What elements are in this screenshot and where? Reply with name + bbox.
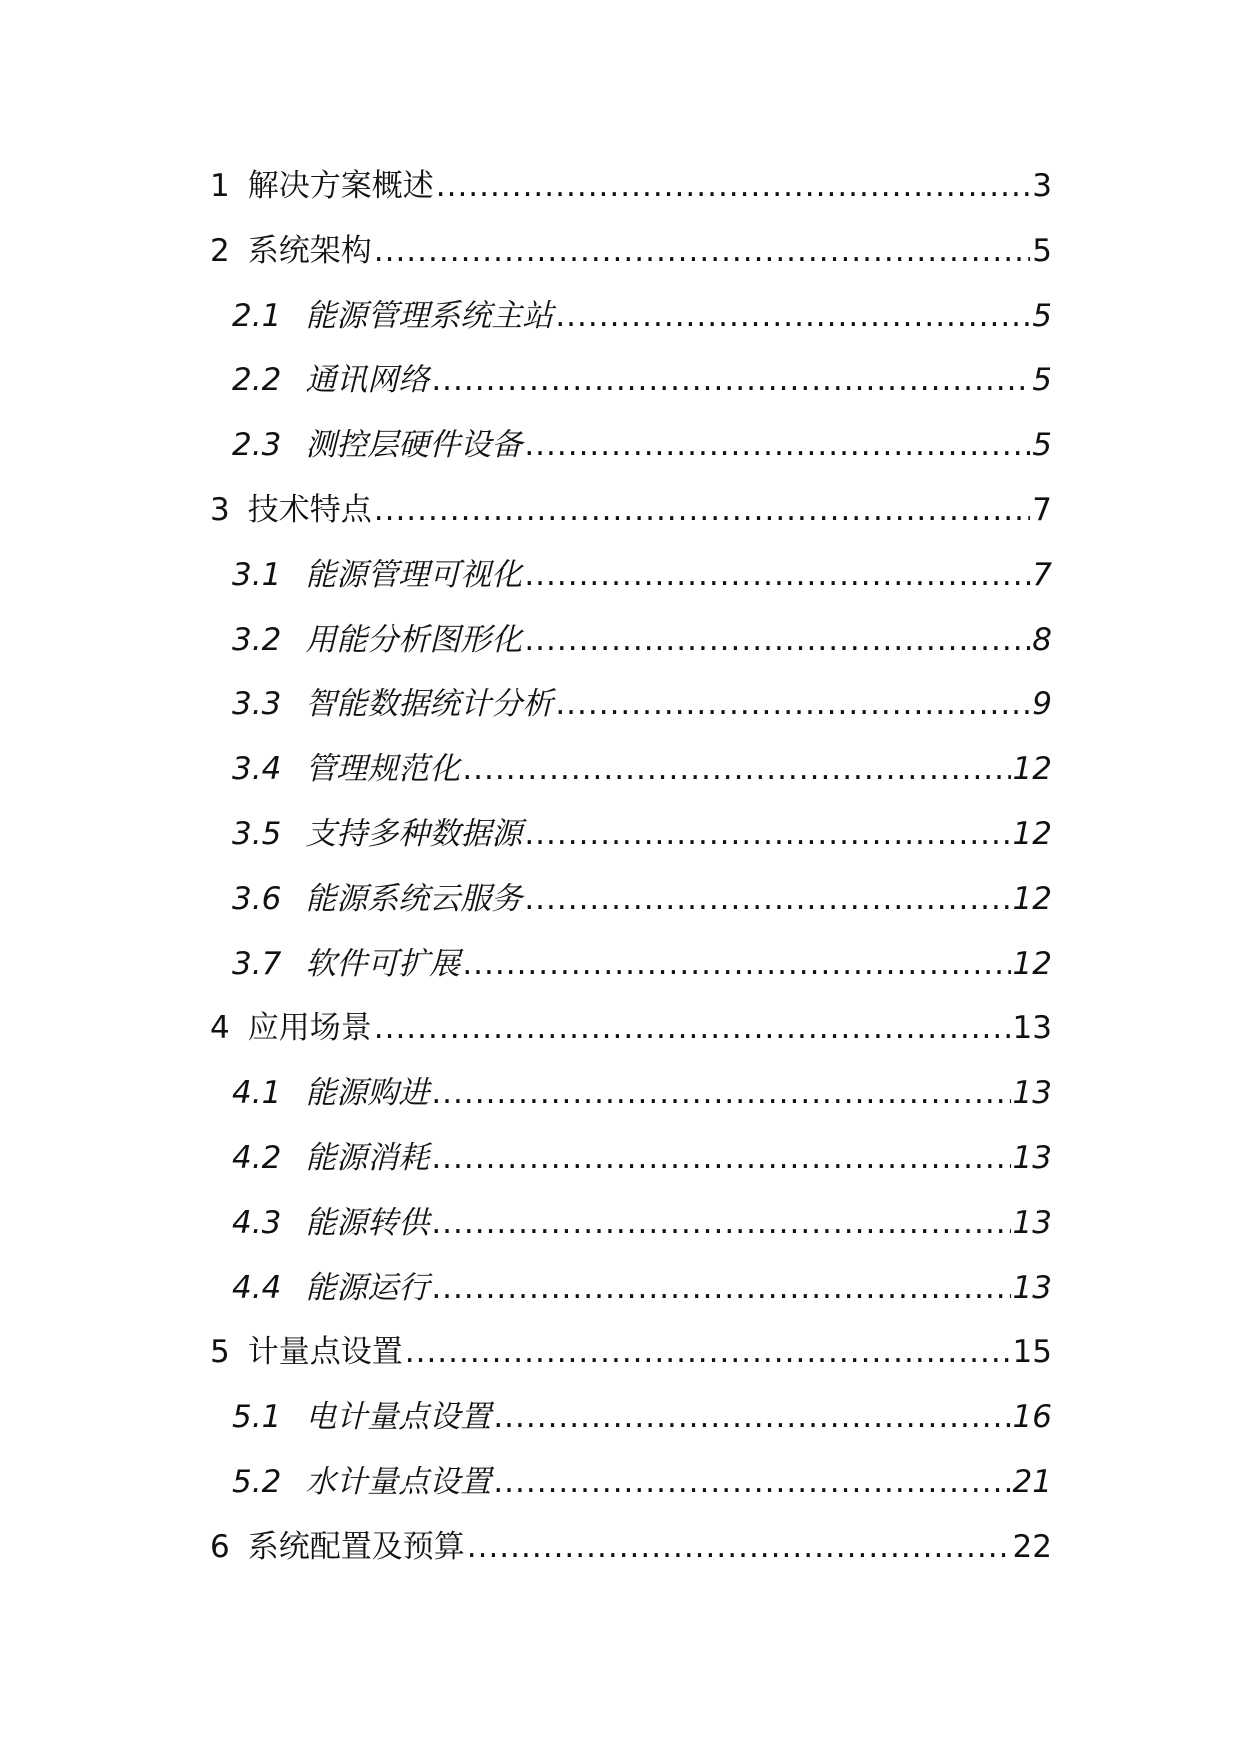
toc-entry-title: 系统架构 [247, 232, 372, 269]
dot-leader [431, 348, 1030, 413]
dot-leader [555, 672, 1030, 737]
toc-entry-page: 8 [1032, 621, 1052, 658]
toc-entry-title: 能源系统云服务 [305, 880, 523, 917]
toc-entry-number: 5 [210, 1334, 230, 1371]
toc-entry-number: 3 [210, 491, 230, 528]
toc-subentry[interactable] [210, 672, 1052, 737]
dot-leader [462, 932, 1010, 997]
dot-leader [462, 737, 1010, 802]
toc-entry-title: 能源管理可视化 [305, 556, 523, 593]
toc-subentry[interactable] [210, 284, 1052, 349]
toc-subentry[interactable] [210, 932, 1052, 997]
toc-entry-number: 3.1 [232, 556, 282, 593]
toc-entry-number: 3.7 [232, 945, 282, 982]
dot-leader [524, 413, 1030, 478]
dot-leader [431, 1191, 1010, 1256]
toc-entry-page: 7 [1032, 556, 1052, 593]
toc-entry-number: 2.1 [232, 297, 282, 334]
toc-entry-title: 应用场景 [247, 1010, 372, 1047]
toc-entry-page: 13 [1012, 1075, 1052, 1112]
toc-entry[interactable] [210, 478, 1052, 543]
dot-leader [405, 1320, 1011, 1385]
toc-entry-number: 4.1 [232, 1075, 282, 1112]
dot-leader [374, 478, 1031, 543]
toc-entry-title: 水计量点设置 [305, 1463, 492, 1500]
dot-leader [467, 1515, 1011, 1580]
toc-entry-number: 4.4 [232, 1269, 282, 1306]
toc-entry-page: 12 [1012, 751, 1052, 788]
toc-entry-number: 3.5 [232, 815, 282, 852]
toc-entry-number: 1 [210, 168, 230, 204]
toc-entry-title: 解决方案概述 [247, 168, 434, 204]
dot-leader [524, 543, 1030, 608]
toc-entry-number: 4.2 [232, 1139, 282, 1176]
toc-entry-page: 5 [1032, 232, 1052, 269]
toc-entry-title: 支持多种数据源 [305, 815, 523, 852]
toc-entry-page: 13 [1012, 1204, 1052, 1241]
toc-entry-title: 测控层硬件设备 [305, 427, 523, 464]
toc-entry-number: 2.2 [232, 362, 282, 399]
toc-entry-page: 9 [1032, 686, 1052, 723]
toc-entry-title: 能源转供 [305, 1204, 430, 1241]
dot-leader [431, 1256, 1010, 1321]
toc-subentry[interactable] [210, 348, 1052, 413]
toc-entry-title: 用能分析图形化 [305, 621, 523, 658]
toc-entry-page: 22 [1012, 1528, 1052, 1565]
dot-leader [524, 867, 1010, 932]
toc-entry-number: 5.1 [232, 1399, 282, 1436]
toc-entry-number: 4 [210, 1010, 230, 1047]
toc-entry-title: 能源消耗 [305, 1139, 430, 1176]
toc-entry-number: 5.2 [232, 1463, 282, 1500]
toc-entry-title: 能源管理系统主站 [305, 297, 554, 334]
toc-entry-number: 2.3 [232, 427, 282, 464]
toc-subentry[interactable] [210, 802, 1052, 867]
toc-entry-page: 5 [1032, 297, 1052, 334]
toc-entry-number: 3.4 [232, 751, 282, 788]
dot-leader [493, 1450, 1010, 1515]
toc-entry[interactable] [210, 996, 1052, 1061]
toc-entry-page: 15 [1012, 1334, 1052, 1371]
toc-entry-page: 7 [1032, 491, 1052, 528]
toc-entry-page: 12 [1012, 880, 1052, 917]
toc-subentry[interactable] [210, 413, 1052, 478]
toc-entry-page: 5 [1032, 427, 1052, 464]
toc-subentry[interactable] [210, 1126, 1052, 1191]
toc-subentry[interactable] [210, 1450, 1052, 1515]
toc-entry-number: 4.3 [232, 1204, 282, 1241]
toc-entry-page: 12 [1012, 815, 1052, 852]
dot-leader [374, 996, 1011, 1061]
toc-entry-title: 智能数据统计分析 [305, 686, 554, 723]
toc-entry[interactable] [210, 154, 1052, 219]
toc-entry-number: 3.6 [232, 880, 282, 917]
toc-subentry[interactable] [210, 1061, 1052, 1126]
toc-subentry[interactable] [210, 867, 1052, 932]
toc-subentry[interactable] [210, 1256, 1052, 1321]
toc-entry-page: 13 [1012, 1269, 1052, 1306]
dot-leader [431, 1126, 1010, 1191]
dot-leader [555, 284, 1030, 349]
dot-leader [493, 1385, 1010, 1450]
toc-subentry[interactable] [210, 737, 1052, 802]
table-of-contents [210, 154, 1052, 1580]
toc-entry-title: 软件可扩展 [305, 945, 461, 982]
toc-entry-title: 通讯网络 [305, 362, 430, 399]
toc-subentry[interactable] [210, 1191, 1052, 1256]
toc-subentry[interactable] [210, 608, 1052, 673]
toc-entry-title: 技术特点 [247, 491, 372, 528]
toc-entry-page: 12 [1012, 945, 1052, 982]
toc-entry-page: 13 [1012, 1010, 1052, 1047]
toc-entry-title: 计量点设置 [247, 1334, 403, 1371]
toc-entry-title: 能源运行 [305, 1269, 430, 1306]
toc-entry[interactable] [210, 1320, 1052, 1385]
toc-subentry[interactable] [210, 543, 1052, 608]
toc-entry-title: 电计量点设置 [305, 1399, 492, 1436]
toc-entry-number: 6 [210, 1528, 230, 1565]
dot-leader [524, 802, 1010, 867]
toc-entry-page: 3 [1032, 168, 1052, 204]
toc-entry-title: 系统配置及预算 [247, 1528, 465, 1565]
toc-entry-page: 21 [1012, 1463, 1052, 1500]
toc-entry-title: 能源购进 [305, 1075, 430, 1112]
toc-entry-page: 5 [1032, 362, 1052, 399]
toc-subentry[interactable] [210, 1385, 1052, 1450]
dot-leader [436, 154, 1031, 219]
dot-leader [374, 219, 1031, 284]
toc-entry-title: 管理规范化 [305, 751, 461, 788]
toc-entry-page: 16 [1012, 1399, 1052, 1436]
toc-entry-number: 3.3 [232, 686, 282, 723]
toc-entry[interactable] [210, 219, 1052, 284]
toc-entry[interactable] [210, 1515, 1052, 1580]
toc-entry-page: 13 [1012, 1139, 1052, 1176]
dot-leader [431, 1061, 1010, 1126]
toc-entry-number: 2 [210, 232, 230, 269]
toc-entry-number: 3.2 [232, 621, 282, 658]
dot-leader [524, 608, 1030, 673]
